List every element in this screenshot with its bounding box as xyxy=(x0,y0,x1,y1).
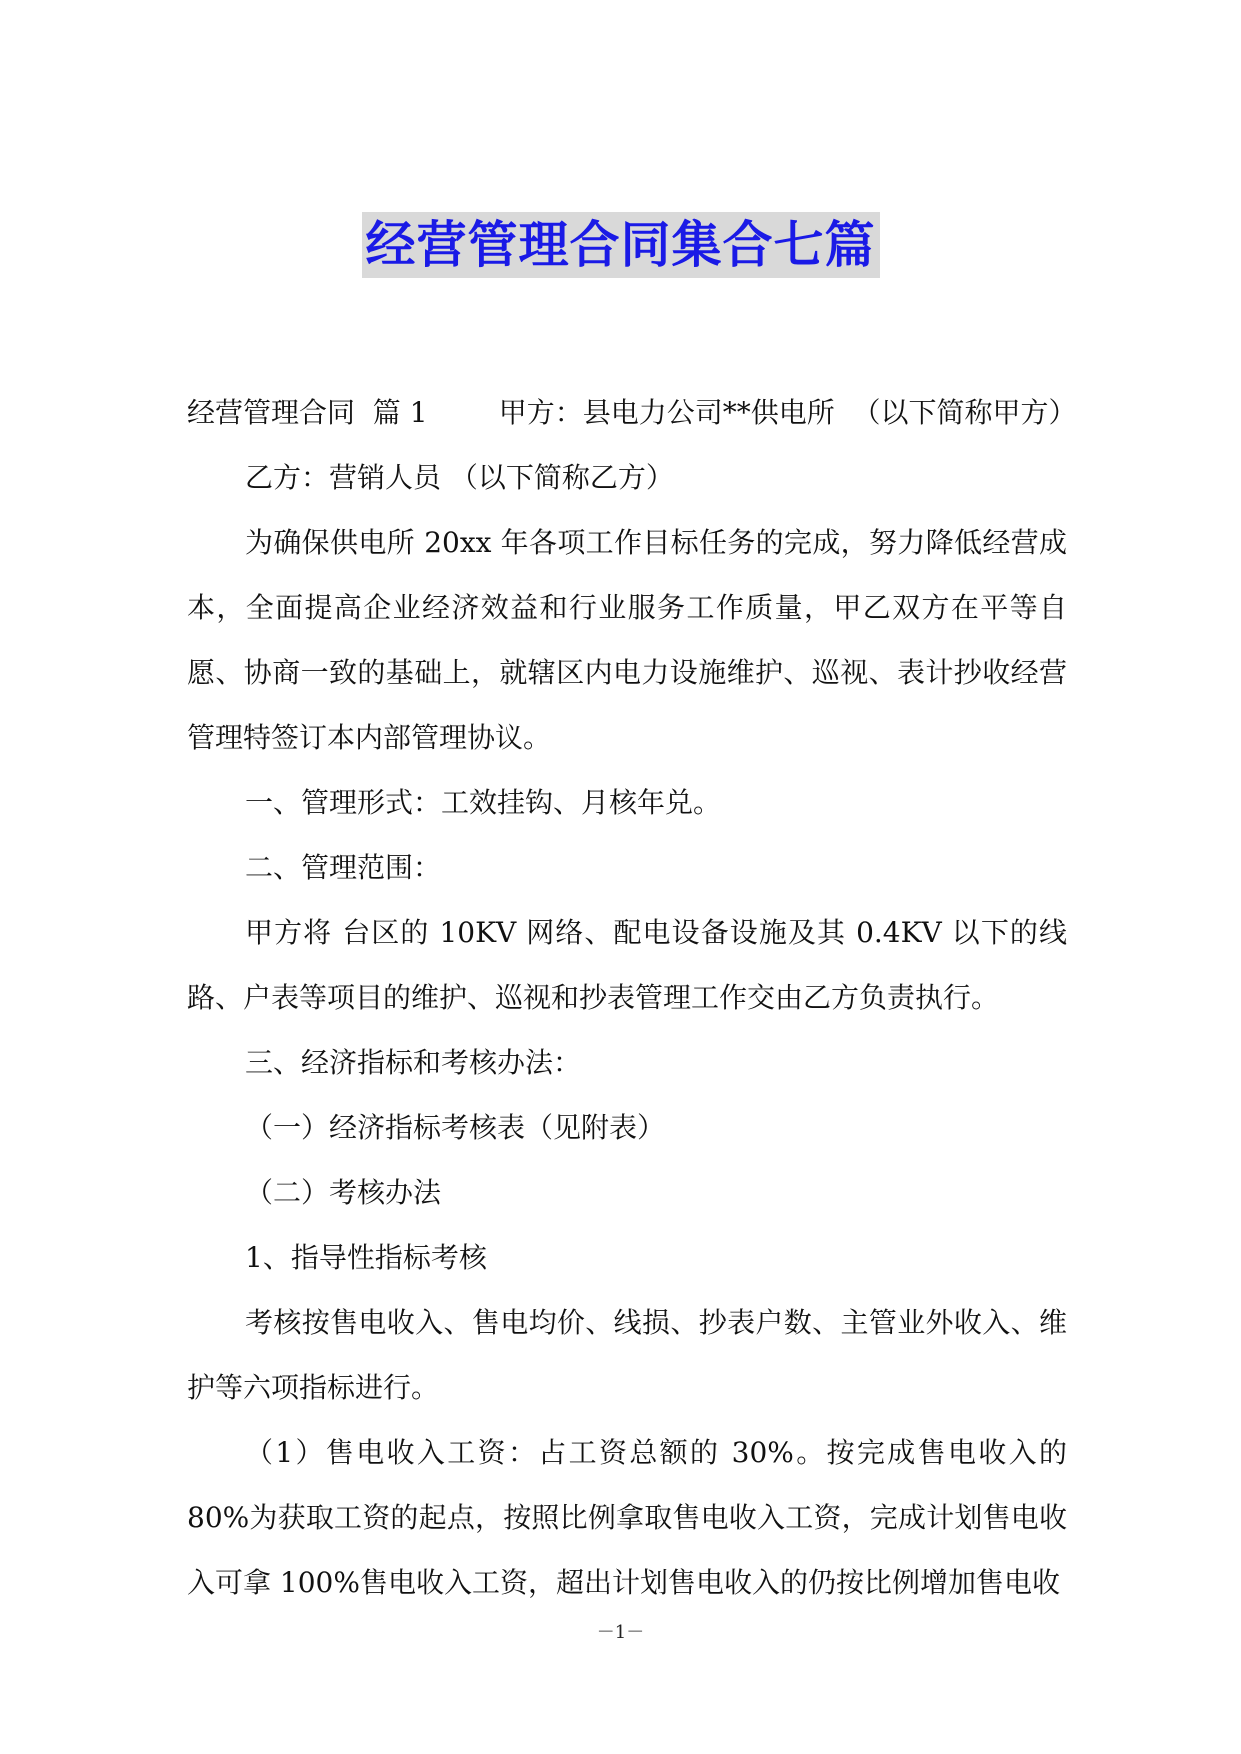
paragraph-guidance-assessment: 1、指导性指标考核 xyxy=(245,1241,487,1274)
paragraph-purpose: 为确保供电所 20xx 年各项工作目标任务的完成，努力降低经营成本，全面提高企业经济效益和行业服务工作质量，甲乙双方在平等自愿、协商一致的基础上，就辖区内电力设施维护、巡视、表计抄收经营管理特签订本内部管理协议。 xyxy=(187,526,1067,754)
paragraph-six-indicators: 考核按售电收入、售电均价、线损、抄表户数、主管业外收入、维护等六项指标进行。 xyxy=(187,1306,1067,1404)
contract-header-line: 经营管理合同 篇 1 甲方：县电力公司**供电所 （以下简称甲方） xyxy=(187,396,1077,429)
paragraph-management-scope-heading: 二、管理范围： xyxy=(245,851,442,884)
paragraph-indicators-heading: 三、经济指标和考核办法： xyxy=(245,1046,582,1079)
paragraph-sales-income-wage: （1）售电收入工资：占工资总额的 30%。按完成售电收入的 80%为获取工资的起点，按照比例拿取售电收入工资，完成计划售电收入可拿 100%售电收入工资，超出计划售电收入的仍按比例增加售电收 xyxy=(187,1436,1067,1599)
paragraph-management-form: 一、管理形式：工效挂钩、月核年兑。 xyxy=(245,786,722,819)
title-area xyxy=(0,212,1241,278)
paragraph-indicator-table: （一）经济指标考核表（见附表） xyxy=(245,1111,666,1144)
paragraph-management-scope: 甲方将 台区的 10KV 网络、配电设备设施及其 0.4KV 以下的线路、户表等项目的维护、巡视和抄表管理工作交由乙方负责执行。 xyxy=(187,916,1067,1014)
paragraph-assessment-method: （二）考核办法 xyxy=(245,1176,442,1209)
document-body xyxy=(187,380,1077,1615)
paragraph-party-b: 乙方：营销人员 （以下简称乙方） xyxy=(245,461,674,494)
document-title: 经营管理合同集合七篇 xyxy=(362,212,880,278)
page-number: －1－ xyxy=(596,1622,645,1643)
